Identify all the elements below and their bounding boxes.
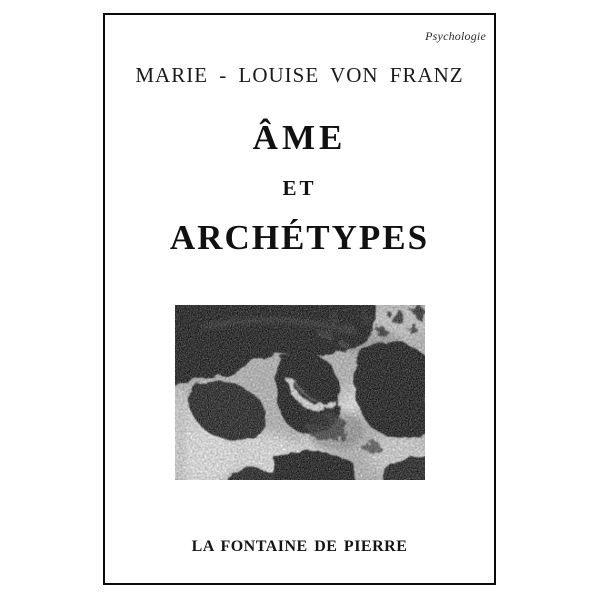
book-cover [103, 13, 496, 585]
title-line-archetypes: ARCHÉTYPES [169, 218, 430, 257]
category-label: Psychologie [425, 29, 486, 43]
author-name: MARIE - LOUISE VON FRANZ [135, 63, 464, 87]
rocks-and-water-photo-illustration [175, 305, 425, 480]
title-line-et: ET [282, 176, 317, 200]
publisher-name: LA FONTAINE DE PIERRE [191, 538, 408, 555]
title-line-ame: ÂME [252, 118, 347, 157]
cover-photo [175, 305, 425, 480]
